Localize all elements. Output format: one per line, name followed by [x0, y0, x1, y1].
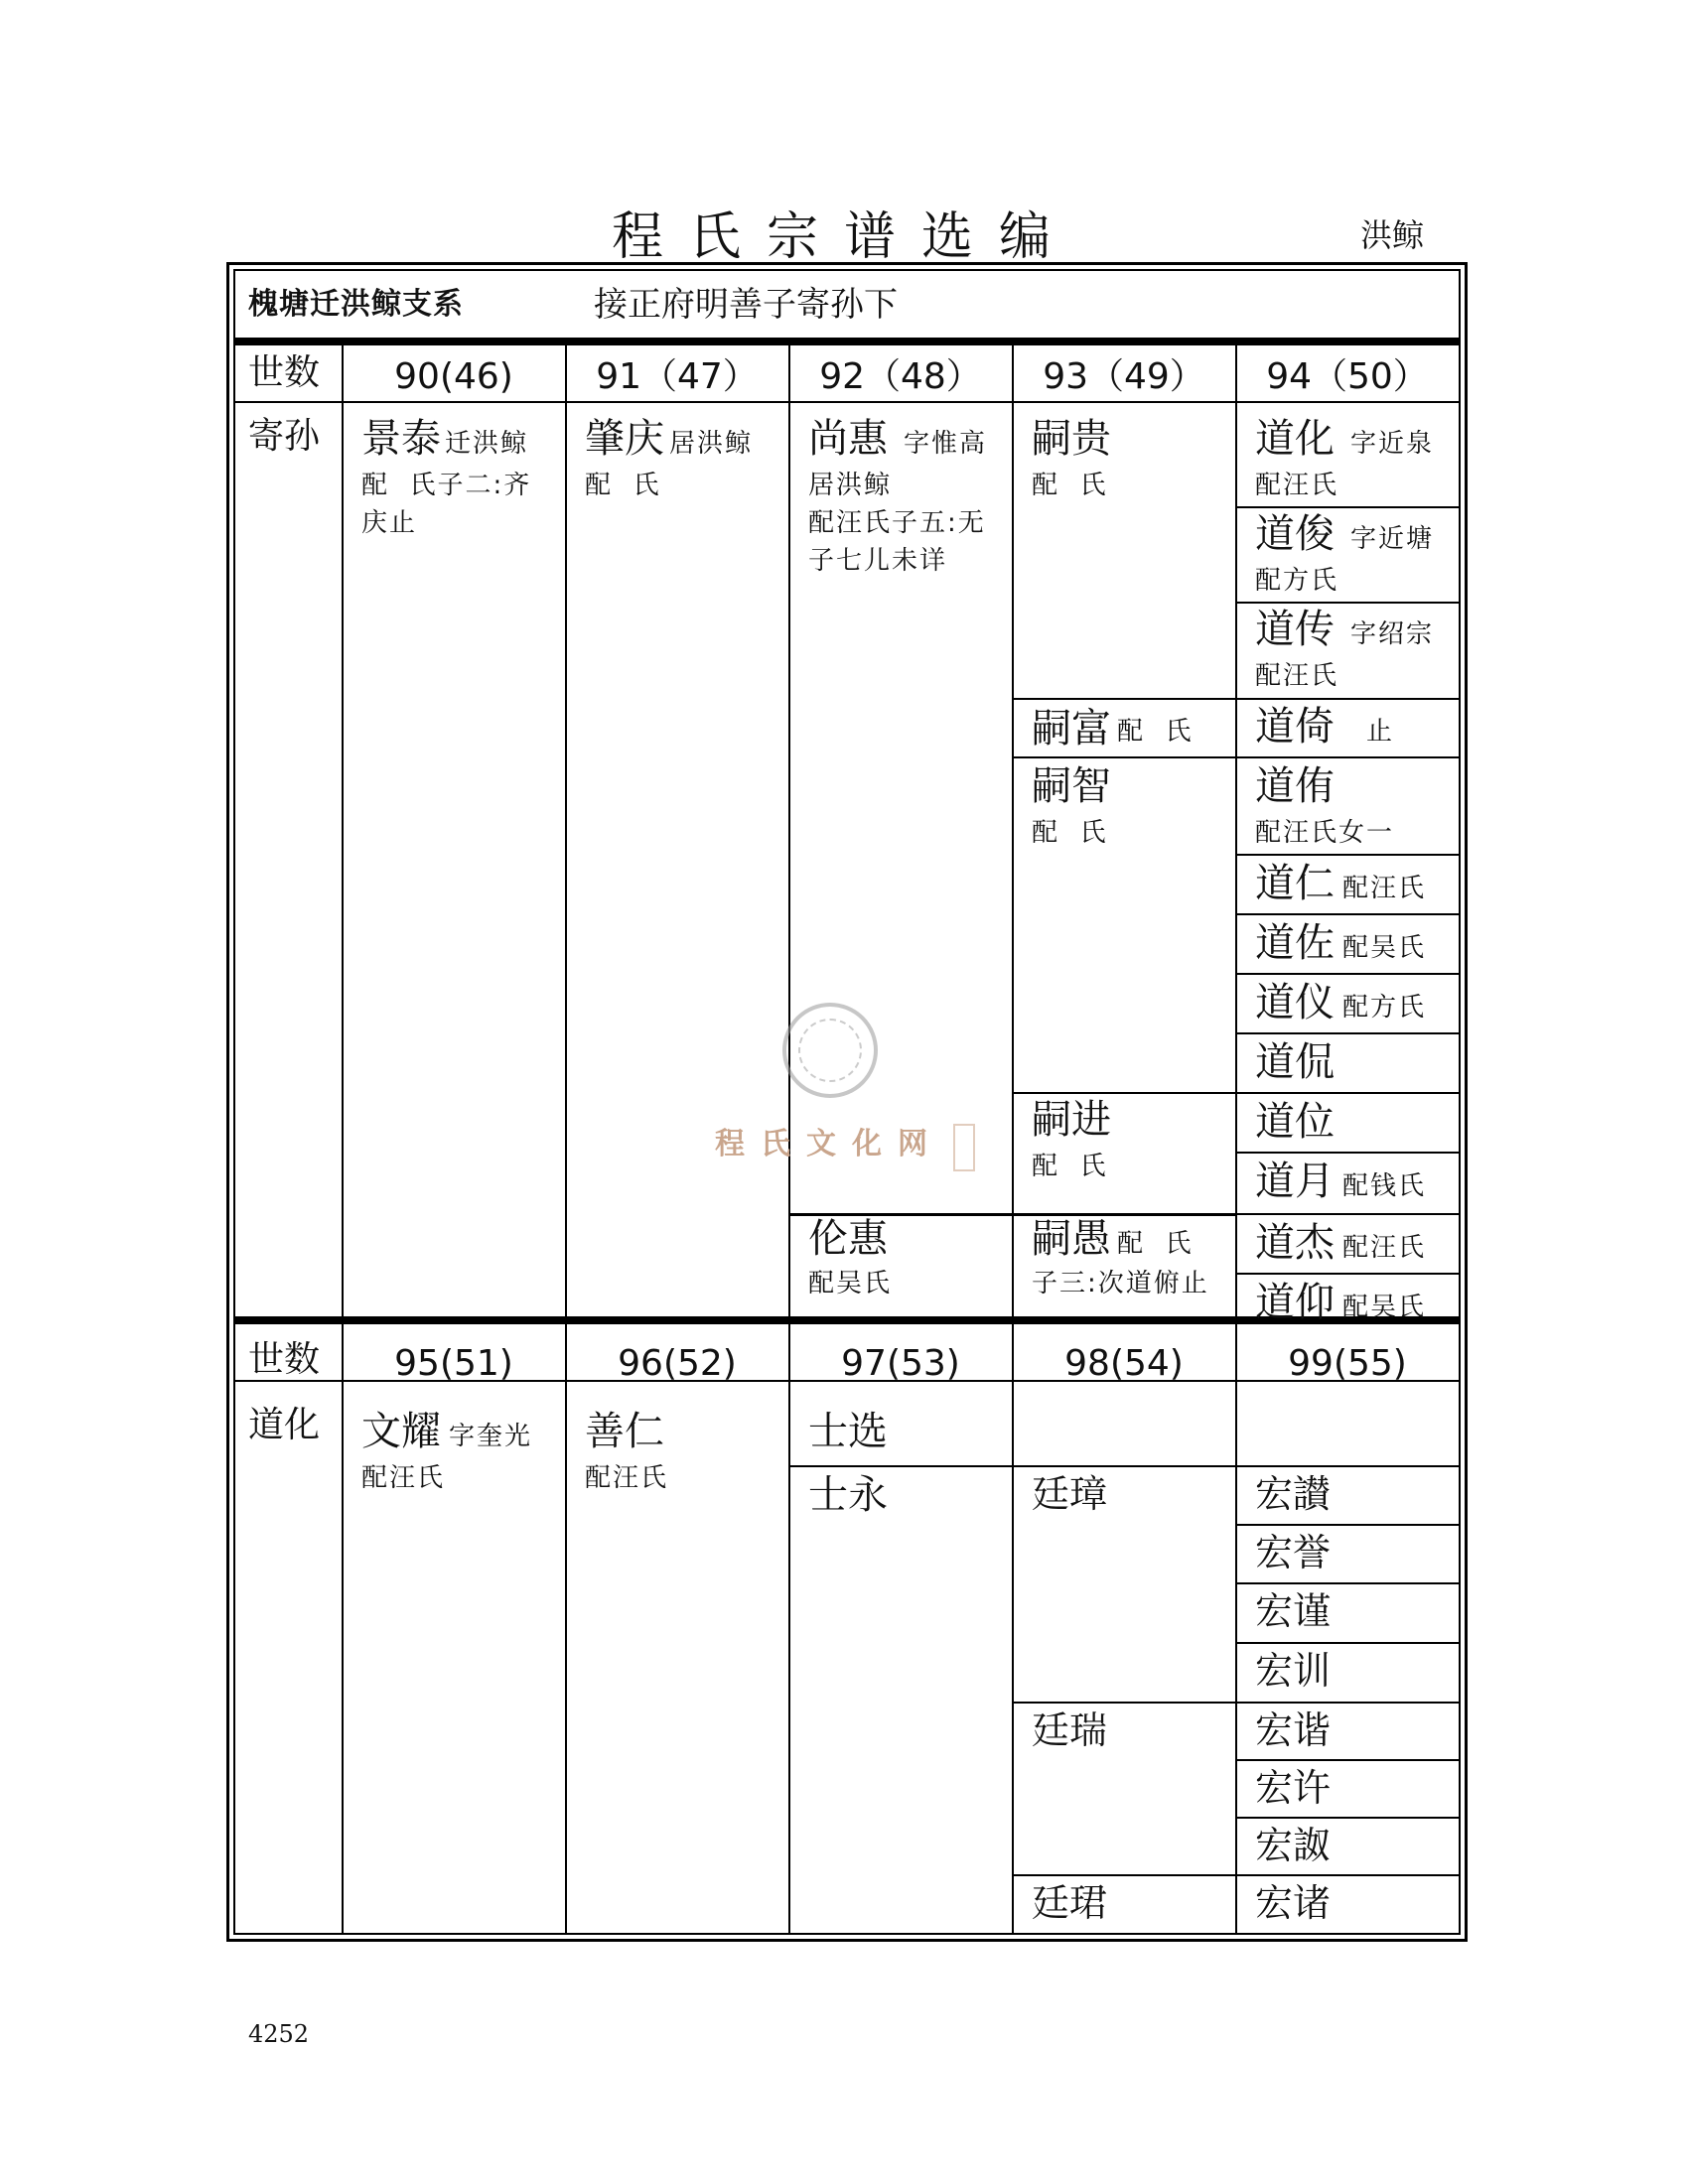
person-note: 居洪鲸: [669, 429, 754, 459]
gen-header: 97(53): [841, 1343, 960, 1384]
gen-header: 96(52): [618, 1343, 737, 1384]
person-name: 廷璋: [1032, 1472, 1108, 1516]
person-detail: 配 氏: [585, 471, 661, 500]
person-name: 道月: [1255, 1159, 1335, 1204]
gen-header: 98(54): [1064, 1343, 1184, 1384]
person-name: 宏训: [1255, 1649, 1332, 1693]
person-detail: 配 氏: [1032, 1152, 1108, 1181]
person-name: 文耀: [361, 1409, 441, 1454]
person-detail: 配汪氏: [1255, 471, 1339, 500]
person-note: 配吴氏: [1342, 1293, 1427, 1322]
person-note: 迁洪鲸: [445, 429, 529, 459]
person-name: 伦惠: [808, 1216, 888, 1262]
person-name: 道倚: [1255, 704, 1335, 750]
gen-header: 94（50）: [1266, 356, 1429, 397]
person-detail: 居洪鲸: [808, 471, 893, 500]
person-name: 宏谨: [1255, 1589, 1332, 1633]
person-name: 宏詉: [1255, 1824, 1332, 1867]
gen-header: 95(51): [394, 1343, 513, 1384]
person-name: 道位: [1255, 1099, 1335, 1145]
page-number: 4252: [248, 2020, 310, 2048]
person-name: 道仁: [1255, 861, 1335, 906]
person-name: 善仁: [585, 1409, 664, 1454]
person-detail: 配吴氏: [808, 1269, 893, 1298]
person-name: 道化: [1255, 416, 1335, 462]
person-note: 配吴氏: [1342, 933, 1427, 963]
person-name: 士选: [808, 1409, 888, 1454]
person-note: 配汪氏: [1342, 874, 1427, 903]
gen-header: 92（48）: [819, 356, 982, 397]
person-note: 字近塘: [1350, 524, 1435, 554]
person-name: 嗣进: [1032, 1097, 1111, 1143]
person-name: 宏誉: [1255, 1531, 1332, 1574]
person-note: 配 氏: [1117, 1229, 1194, 1259]
person-name: 尚惠: [808, 416, 888, 462]
person-note: 配钱氏: [1342, 1171, 1427, 1201]
watermark-seal-ring-icon: [798, 1019, 862, 1082]
person-detail: 子三:次道俯止: [1032, 1269, 1209, 1298]
person-name: 道侃: [1255, 1039, 1335, 1085]
person-name: 道仪: [1255, 980, 1335, 1025]
gen-header: 90(46): [394, 356, 513, 397]
person-detail: 配汪氏: [1255, 661, 1339, 691]
root-name: 道化: [248, 1405, 321, 1445]
person-note: 止: [1366, 717, 1395, 747]
person-name: 宏谐: [1255, 1708, 1332, 1752]
root-name: 寄孙: [248, 416, 321, 457]
person-detail: 配 氏: [1032, 471, 1108, 500]
person-name: 道杰: [1255, 1220, 1335, 1266]
person-detail: 配方氏: [1255, 566, 1339, 596]
person-name: 道侑: [1255, 763, 1335, 809]
person-name: 景泰: [361, 416, 441, 462]
person-detail: 配汪氏女一: [1255, 818, 1395, 848]
person-note: 配汪氏: [1342, 1233, 1427, 1263]
person-note: 配 氏: [1117, 717, 1194, 747]
person-name: 士永: [808, 1472, 888, 1518]
person-name: 道俊: [1255, 511, 1335, 557]
gen-header: 99(55): [1288, 1343, 1407, 1384]
person-name: 嗣愚: [1032, 1216, 1111, 1262]
person-note: 字绍宗: [1350, 619, 1435, 649]
person-name: 道佐: [1255, 920, 1335, 966]
person-name: 廷珺: [1032, 1881, 1108, 1925]
page-title: 程氏宗谱选编: [611, 207, 1076, 267]
branch-name: 槐塘迁洪鲸支系: [248, 287, 464, 322]
person-name: 道传: [1255, 607, 1335, 652]
person-name: 宏讃: [1255, 1472, 1332, 1516]
gen-label: 世数: [248, 1339, 321, 1380]
gen-header: 91（47）: [596, 356, 759, 397]
person-name: 宏诸: [1255, 1881, 1332, 1925]
watermark-text: 程氏文化网: [715, 1127, 943, 1161]
person-note: 字惟高: [904, 429, 988, 459]
person-note: 字近泉: [1350, 429, 1435, 459]
gen-header: 93（49）: [1043, 356, 1205, 397]
person-name: 嗣富: [1032, 706, 1111, 751]
person-detail: 配汪氏子五:无: [808, 508, 986, 538]
person-name: 嗣贵: [1032, 416, 1111, 462]
person-name: 廷瑞: [1032, 1708, 1108, 1752]
person-note: 字奎光: [449, 1422, 533, 1451]
person-detail: 配 氏子二:齐: [361, 471, 532, 500]
person-detail: 庆止: [361, 508, 418, 538]
watermark-stamp-icon: [953, 1124, 975, 1171]
branch-note: 接正府明善子寄孙下: [594, 285, 898, 325]
person-detail: 配汪氏: [361, 1463, 446, 1493]
person-note: 配方氏: [1342, 993, 1427, 1023]
person-name: 宏许: [1255, 1766, 1332, 1810]
place-label: 洪鲸: [1360, 216, 1425, 254]
person-name: 肇庆: [585, 416, 664, 462]
gen-label: 世数: [248, 352, 321, 393]
person-detail: 配汪氏: [585, 1463, 669, 1493]
person-detail: 子七儿未详: [808, 546, 948, 576]
person-name: 嗣智: [1032, 763, 1111, 809]
person-name: 道仰: [1255, 1280, 1335, 1325]
person-detail: 配 氏: [1032, 818, 1108, 848]
